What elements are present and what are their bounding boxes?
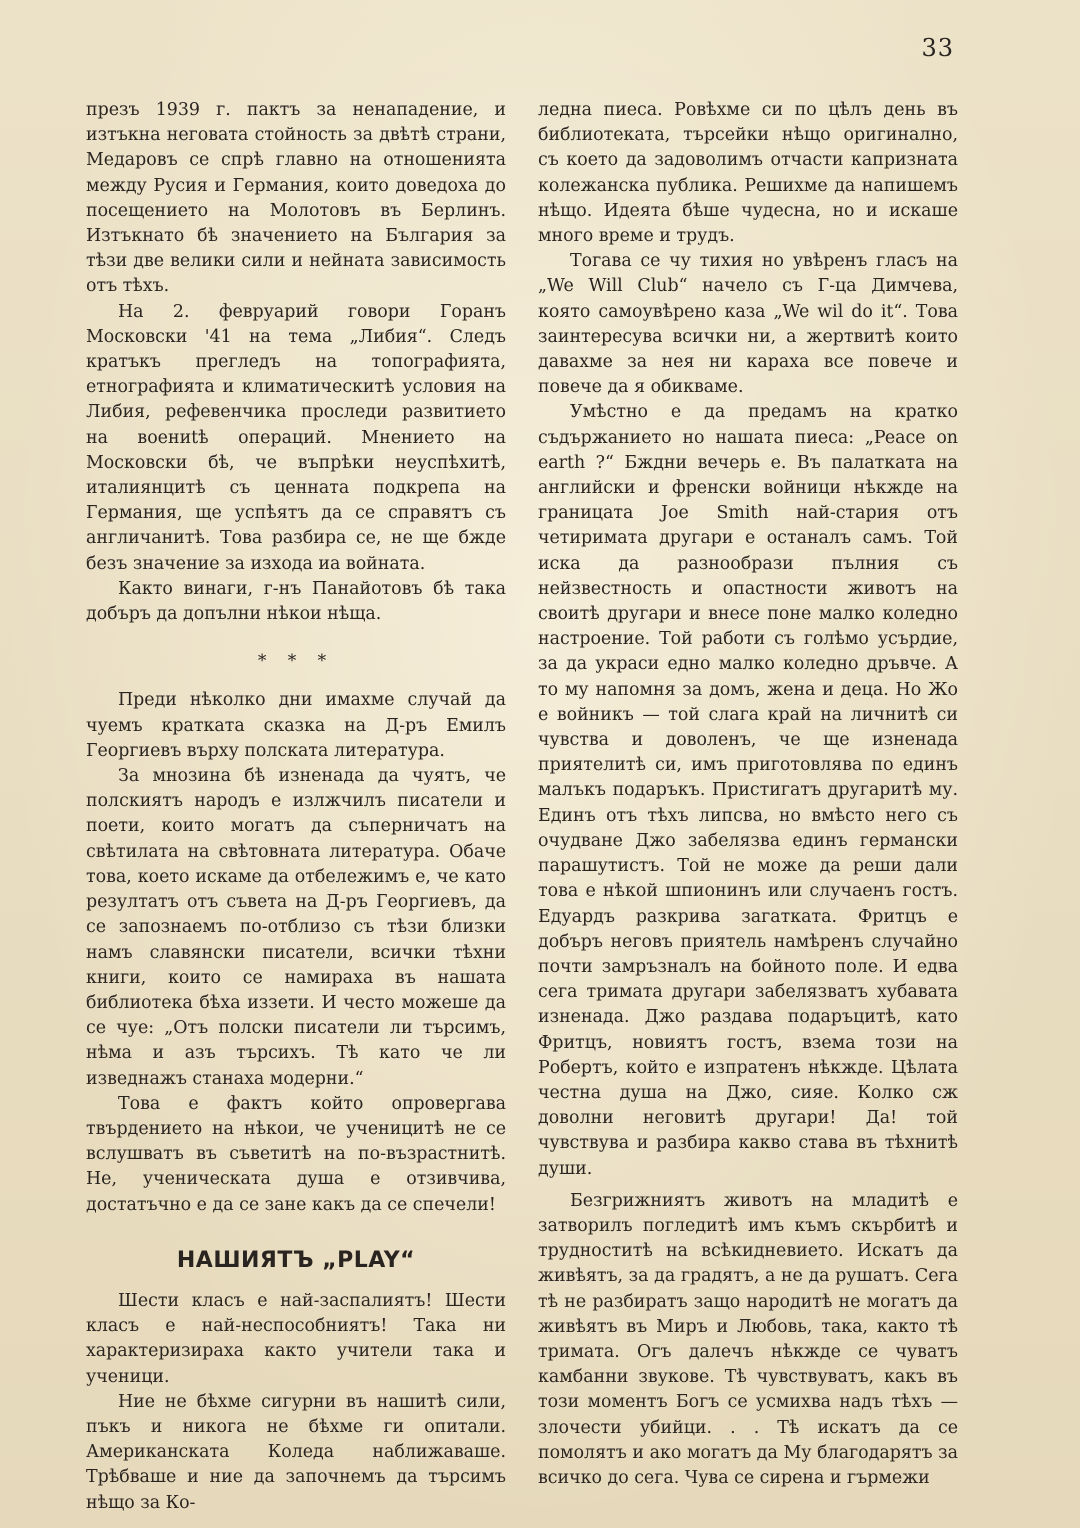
section-separator: * * * (257, 651, 335, 672)
right-column (538, 98, 958, 1491)
paragraph: Това е фактъ който опровергава твърдението на нѣкои, че ученицитѣ не се вслушватъ въ съветитѣ на по-възрастнитѣ. Не, ученическата душа е отзивчива, достатъчно е да се зане какъ да се спечели! (86, 1093, 506, 1215)
paragraph: Шести класъ е най-заспалиятъ! Шести класъ е най-неспособниятъ! Така ни характеризираха както учители така и ученици. (86, 1290, 506, 1387)
paragraph: Както винаги, г-нъ Панайотовъ бѣ така добъръ да допълни нѣкои нѣща. (86, 578, 506, 625)
paragraph: Безгрижниятъ животъ на младитѣ е затворилъ погледитѣ имъ къмъ скърбитѣ и трудноститѣ на всѣкидневието. Искатъ да живѣятъ, за да градятъ, а не да рушатъ. Сега тѣ не разбиратъ защо народитѣ не могатъ да живѣятъ въ Миръ и Любовь, така, както тѣ тримата. Огъ далечъ нѣкжде се чуватъ камбанни звукове. Тѣ чувствуватъ, какъ въ този моментъ Богъ се усмихва надъ тѣхъ — злочести убийци. . . Тѣ искатъ да се помолятъ и ако могатъ да Му благодарятъ за всичко до сега. Чува се сирена и гърмежи (538, 1190, 958, 1488)
paragraph: ледна пиеса. Ровѣхме си по цѣлъ день въ библиотеката, търсейки нѣщо оригинално, съ което да задоволимъ отчасти капризната колежанска публика. Решихме да напишемъ нѣщо. Идеята бѣше чудесна, но и искаше много време и трудъ. (538, 100, 958, 247)
paragraph: Ние не бѣхме сигурни въ нашитѣ сили, пъкъ и никога не бѣхме ги опитали. Американската Коледа наближаваше. Трѣбваше и ние да започнемъ да търсимъ нѣщо за Ко- (86, 1391, 506, 1513)
left-column (86, 98, 506, 1516)
paragraph: На 2. февруарий говори Горанъ Московски '41 на тема „Либия“. Следъ кратъкъ прегледъ на топографията, етнографията и климатическитѣ условия на Либия, рефевенчика проследи развитието на воениtѣ операций. Мнението на Московски бѣ, че въпрѣки неуспѣхитѣ, италиянцитѣ съ ценната подкрепа на Германия, ще успѣятъ да се справятъ съ англичанитѣ. Това разбира се, не ще бжде безъ значение за изхода иа войната. (86, 301, 506, 574)
section-heading: НАШИЯТЪ „PLAY“ (176, 1247, 416, 1273)
page-number: 33 (921, 34, 954, 62)
paragraph: презъ 1939 г. пактъ за ненападение, и изтъкна неговата стойность за двѣтѣ страни, Медаровъ се спрѣ главно на отношенията между Русия и Германия, които доведоха до посещението на Молотовъ въ Берлинъ. Изтъкнато бѣ значението на България за тѣзи две велики сили и нейната зависимость отъ тѣхъ. (86, 100, 506, 297)
paragraph-gap (538, 1182, 958, 1189)
paragraph: За мнозина бѣ изненада да чуятъ, че полскиятъ народъ е излжчилъ писатели и поети, които могатъ да съперничатъ на свѣтилата на свѣтовната литература. Обаче това, което искаме да отбележимъ е, че като резултатъ отъ съвета на Д-ръ Георгиевъ, да се запознаемъ по-отблизо съ тѣзи близки намъ славянски писатели, всички тѣхни книги, които се намираха въ нашата библиотека бѣха иззети. И често можеше да се чуе: „Отъ полски писатели ли търсимъ, нѣма и азъ търсихъ. Тѣ като че ли изведнажъ станаха модерни.“ (86, 766, 506, 1089)
paragraph: Преди нѣколко дни имахме случай да чуемъ кратката сказка на Д-ръ Емилъ Георгиевъ върху полската литература. (86, 690, 506, 761)
paragraph: Умѣстно е да предамъ на кратко съдържанието но нашата пиеса: „Peace on earth ?“ Бждни вечерь е. Въ палатката на английски и френски войници нѣкжде на границата Joe Smith най-стария отъ четиримата другари е останалъ самъ. Той иска да разнообрази пълния съ нейзвестность и опастности животъ на своитѣ другари и внесе поне малко коледно настроение. Той работи съ голѣмо усърдие, за да украси едно малко коледно дръвче. А то му напомня за домъ, жена и деца. Но Жо е войникъ — той слага край на личнитѣ си чувства и доволенъ, че ще изненада приятелитѣ си, имъ приготовлява по единъ малъкъ подаръкъ. Пристигатъ другаритѣ му. Единъ отъ тѣхъ липсва, но вмѣсто него съ очудване Джо забелязва единъ германски парашутистъ. Той не може да реши дали това е нѣкой шпионинъ или случаенъ гостъ. Едуардъ разкрива загатката. Фритцъ е добъръ неговъ приятель намѣренъ случайно почти замръзналъ на бойното поле. И едва сега тримата другари забелязватъ хубавата изненада. Джо раздава подаръцитѣ, като Фритцъ, новиятъ гостъ, взема този на Робертъ, който е изпратенъ нѣкжде. Цѣлата честна душа на Джо, сияе. Колко сж доволни неговитѣ другари! Да! той чувствува и разбира какво става въ тѣхнитѣ души. (538, 402, 958, 1179)
paragraph: Тогава се чу тихия но увѣренъ гласъ на „We Will Club“ начело съ Г-ца Димчева, която самоувѣрено каза „We wil do it“. Това заинтересува всички ни, а жертвитѣ които давахме за нея ни караха все повече и повече да я обикваме. (538, 251, 958, 398)
